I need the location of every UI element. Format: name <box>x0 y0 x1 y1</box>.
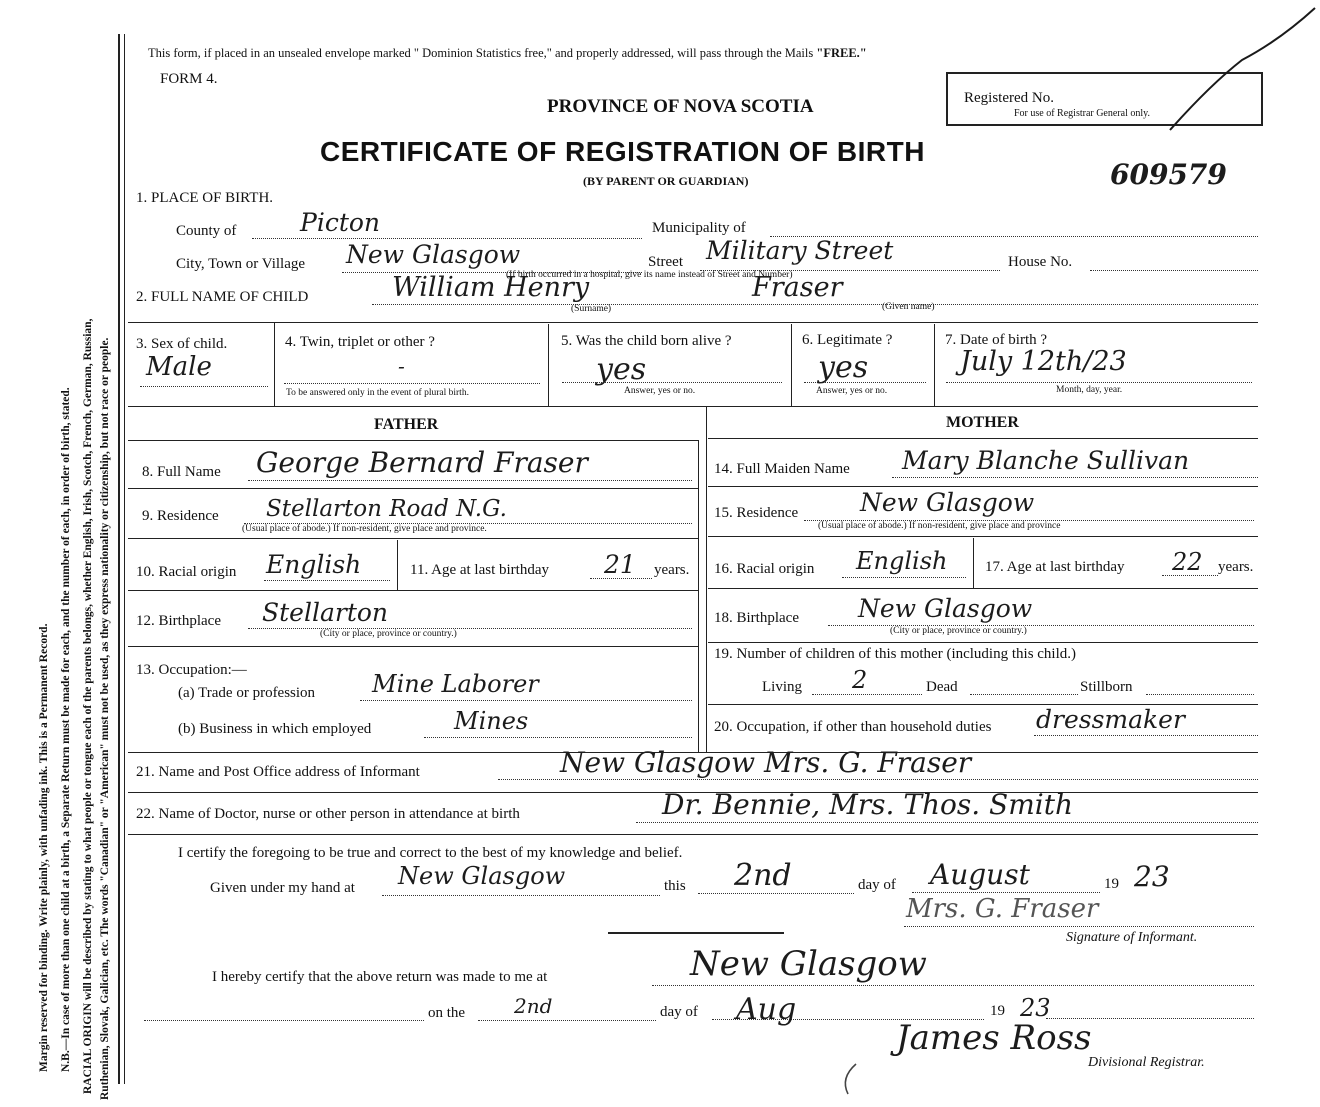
registrar-place-value: New Glasgow <box>690 944 927 984</box>
form-number: FORM 4. <box>160 71 218 87</box>
given-this: this <box>664 878 686 894</box>
father-trade-label: (a) Trade or profession <box>178 685 316 701</box>
father-age-value: 21 <box>604 550 636 579</box>
given-year-value: 23 <box>1134 860 1170 893</box>
mother-name-value: Mary Blanche Sullivan <box>902 446 1190 475</box>
county-value: Picton <box>300 208 381 237</box>
mother-age-label: 17. Age at last birthday <box>985 559 1125 575</box>
margin-note-4: Ruthenian, Slovak, Galician, etc. The words "Canadian" or "American" must not be used, as they express nationality or citizenship, but not race or people. <box>99 337 111 1100</box>
stillborn-label: Stillborn <box>1080 679 1133 695</box>
father-business-label: (b) Business in which employed <box>178 721 372 737</box>
registrar-year-value: 23 <box>1020 994 1051 1022</box>
father-name-label: 8. Full Name <box>142 464 221 480</box>
twin-note: To be answered only in the event of plural birth. <box>286 388 469 398</box>
alive-note: Answer, yes or no. <box>624 386 696 396</box>
mother-race-value: English <box>856 547 948 575</box>
father-birthplace-value: Stellarton <box>262 598 389 627</box>
father-business-value: Mines <box>454 707 529 735</box>
sex-value: Male <box>146 352 212 382</box>
mother-name-label: 14. Full Maiden Name <box>714 461 850 477</box>
mother-birthplace-label: 18. Birthplace <box>714 610 799 626</box>
father-residence-value: Stellarton Road N.G. <box>266 496 507 522</box>
mother-years: years. <box>1218 559 1254 575</box>
father-occupation-label: 13. Occupation:— <box>136 662 247 678</box>
informant-value: New Glasgow Mrs. G. Fraser <box>560 746 972 779</box>
registered-label: Registered No. <box>964 90 1054 106</box>
father-residence-label: 9. Residence <box>142 508 219 524</box>
child-given-value: William Henry <box>392 272 590 303</box>
given-day-of: day of <box>858 877 896 893</box>
street-value: Military Street <box>706 236 894 265</box>
given-day-value: 2nd <box>734 858 792 893</box>
mother-residence-note: (Usual place of abode.) If non-resident, give place and province <box>818 521 1061 531</box>
mother-residence-value: New Glasgow <box>860 488 1035 517</box>
province-title: PROVINCE OF NOVA SCOTIA <box>547 96 814 117</box>
given-place-value: New Glasgow <box>398 862 566 890</box>
place-label: 1. PLACE OF BIRTH. <box>136 190 274 206</box>
margin-note-3: RACIAL ORIGIN will be described by stating to what people or tongue each of the parents belongs, whether English, Irish, Scotch, French, German, Russian, <box>82 318 94 1094</box>
subtitle: (BY PARENT OR GUARDIAN) <box>583 174 749 188</box>
mother-occupation-label: 20. Occupation, if other than household duties <box>714 719 992 735</box>
mother-age-value: 22 <box>1172 548 1203 576</box>
legitimate-value: yes <box>818 350 869 385</box>
alive-label: 5. Was the child born alive ? <box>561 333 732 349</box>
hospital-note: (If birth occurred in a hospital, give its name instead of Street and Number) <box>506 270 793 280</box>
check-mark-stroke <box>820 1060 870 1100</box>
binding-line-right <box>124 34 125 1084</box>
given-label: Given under my hand at <box>210 880 355 896</box>
registrar-day-of: day of <box>660 1004 698 1020</box>
mother-race-label: 16. Racial origin <box>714 561 815 577</box>
mother-heading: MOTHER <box>946 414 1019 431</box>
alive-value: yes <box>596 352 647 387</box>
father-age-label: 11. Age at last birthday <box>410 562 549 578</box>
registrar-use-note: For use of Registrar General only. <box>1014 108 1150 119</box>
registered-box-strike-line <box>1130 0 1320 150</box>
mother-birthplace-note: (City or place, province or country.) <box>890 626 1027 636</box>
house-label: House No. <box>1008 254 1073 270</box>
sex-label: 3. Sex of child. <box>136 336 228 352</box>
registrar-month-value: Aug <box>736 992 797 1027</box>
informant-signature: Mrs. G. Fraser <box>906 894 1099 924</box>
father-race-value: English <box>266 550 362 579</box>
twin-label: 4. Twin, triplet or other ? <box>285 334 435 350</box>
father-residence-note: (Usual place of abode.) If non-resident, give place and province. <box>242 524 487 534</box>
father-heading: FATHER <box>374 416 439 433</box>
registrar-signature: James Ross <box>896 1018 1092 1058</box>
mother-residence-label: 15. Residence <box>714 505 799 521</box>
father-race-label: 10. Racial origin <box>136 564 237 580</box>
informant-signature-label: Signature of Informant. <box>1066 930 1198 945</box>
registrar-statement: I hereby certify that the above return was made to me at <box>212 969 548 985</box>
mother-children-label: 19. Number of children of this mother (including this child.) <box>714 646 1077 662</box>
registrar-label: Divisional Registrar. <box>1088 1055 1205 1070</box>
street-label: Street <box>648 254 683 270</box>
twin-value: - <box>398 354 405 378</box>
city-label: City, Town or Village <box>176 256 306 272</box>
mother-birthplace-value: New Glasgow <box>858 594 1033 623</box>
informant-label: 21. Name and Post Office address of Informant <box>136 764 420 780</box>
doctor-value: Dr. Bennie, Mrs. Thos. Smith <box>662 788 1074 821</box>
dob-value: July 12th/23 <box>960 346 1127 377</box>
given-name-label: (Given name) <box>882 302 935 312</box>
father-birthplace-label: 12. Birthplace <box>136 613 221 629</box>
given-year-prefix: 19 <box>1104 876 1119 892</box>
given-month-value: August <box>930 858 1030 891</box>
father-trade-value: Mine Laborer <box>372 670 539 698</box>
legitimate-label: 6. Legitimate ? <box>802 332 893 348</box>
dead-label: Dead <box>926 679 958 695</box>
mother-occupation-value: dressmaker <box>1036 705 1185 734</box>
county-label: County of <box>176 223 237 239</box>
mail-note: This form, if placed in an unsealed envelope marked " Dominion Statistics free," and properly addressed, will pass through the Mails "FREE." <box>148 46 867 60</box>
binding-line-left <box>118 34 120 1084</box>
registrar-on-the: on the <box>428 1005 466 1021</box>
surname-label: (Surname) <box>571 304 612 314</box>
city-value: New Glasgow <box>346 240 521 269</box>
margin-note-1: Margin reserved for binding. Write plainly, with unfading ink. This is a Permanent Record. <box>38 623 50 1072</box>
child-surname-value: Fraser <box>752 272 843 303</box>
living-value: 2 <box>852 666 868 694</box>
certificate-number: 609579 <box>1110 158 1227 191</box>
dob-label: 7. Date of birth ? <box>945 332 1048 348</box>
child-name-label: 2. FULL NAME OF CHILD <box>136 289 309 305</box>
father-name-value: George Bernard Fraser <box>256 446 588 479</box>
municipality-label: Municipality of <box>652 220 746 236</box>
margin-note-2: N.B.—In case of more than one child at a birth, a Separate Return must be made for each, and the number of each, in order of birth, stated. <box>60 387 72 1072</box>
page-title: CERTIFICATE OF REGISTRATION OF BIRTH <box>320 136 925 167</box>
legitimate-note: Answer, yes or no. <box>816 386 888 396</box>
registrar-year-prefix: 19 <box>990 1003 1005 1019</box>
certify-statement: I certify the foregoing to be true and correct to the best of my knowledge and belief. <box>178 845 683 861</box>
living-label: Living <box>762 679 802 695</box>
father-years: years. <box>654 562 690 578</box>
registrar-day-value: 2nd <box>514 994 553 1018</box>
father-birthplace-note: (City or place, province or country.) <box>320 629 457 639</box>
doctor-label: 22. Name of Doctor, nurse or other person in attendance at birth <box>136 806 520 822</box>
dob-note: Month, day, year. <box>1056 385 1123 395</box>
